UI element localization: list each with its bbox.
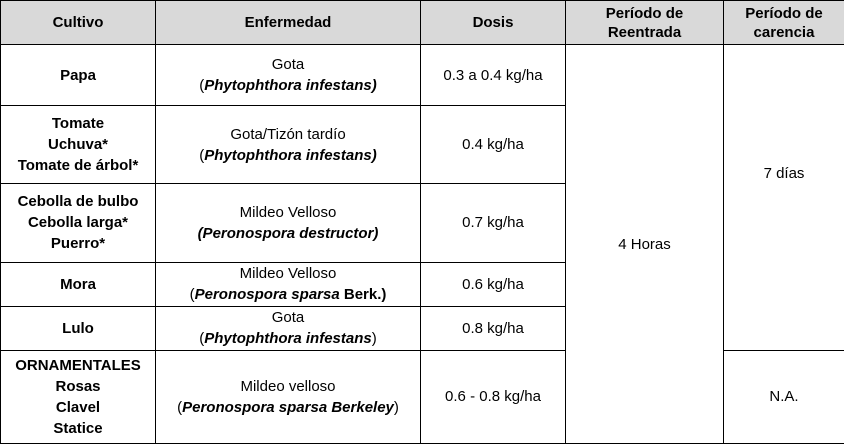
header-carencia-line2: carencia — [753, 23, 815, 41]
header-reentrada-line2: Reentrada — [607, 23, 682, 41]
scientific-name: Peronospora sparsa Berkeley — [182, 398, 394, 416]
cultivo-line: Mora — [60, 275, 96, 293]
enfermedad-tail: ) — [371, 330, 377, 348]
cultivo-cell — [1, 184, 156, 262]
header-reentrada-line1: Período de — [605, 4, 684, 22]
cultivo-cell — [1, 262, 156, 306]
cultivo-cell — [1, 45, 156, 106]
header-periodo-carencia — [724, 1, 844, 45]
cultivo-line: Cebolla larga* — [27, 214, 129, 232]
cultivo-line: Tomate de árbol* — [17, 157, 139, 175]
enfermedad-paren: ( — [199, 77, 205, 95]
cultivo-line: Rosas — [55, 377, 101, 395]
table-row — [1, 45, 844, 106]
scientific-name: Phytophthora infestans — [204, 330, 372, 348]
enfermedad-name: Mildeo Velloso — [239, 265, 337, 283]
enfermedad-tail: ) — [393, 398, 399, 416]
dosis-cell: 0.8 kg/ha — [421, 306, 566, 350]
header-cultivo: Cultivo — [1, 1, 156, 45]
cultivo-line: Uchuva* — [47, 136, 109, 154]
enfermedad-paren: ( — [199, 146, 205, 164]
enfermedad-cell — [156, 350, 421, 443]
enfermedad-cell — [156, 106, 421, 184]
cultivo-cell — [1, 350, 156, 443]
reentrada-cell: 4 Horas — [566, 45, 724, 444]
scientific-name: Phytophthora infestans) — [204, 77, 377, 95]
cultivo-cell — [1, 106, 156, 184]
cultivo-line: Clavel — [55, 398, 101, 416]
enfermedad-paren: ( — [199, 330, 205, 348]
enfermedad-scientific — [159, 328, 417, 349]
cultivo-line: ORNAMENTALES — [15, 356, 141, 374]
dosis-cell: 0.6 kg/ha — [421, 262, 566, 306]
dosis-cell: 0.7 kg/ha — [421, 184, 566, 262]
enfermedad-scientific — [159, 284, 417, 305]
carencia-value: 7 días — [763, 164, 805, 182]
enfermedad-scientific — [159, 223, 417, 244]
enfermedad-scientific — [159, 145, 417, 166]
enfermedad-name: Mildeo velloso — [240, 377, 336, 395]
dosis-cell: 0.4 kg/ha — [421, 106, 566, 184]
cultivo-line: Puerro* — [50, 235, 106, 253]
cultivo-line: Cebolla de bulbo — [17, 193, 139, 211]
cultivo-line: Tomate — [51, 115, 105, 133]
enfermedad-cell — [156, 306, 421, 350]
header-periodo-reentrada — [566, 1, 724, 45]
enfermedad-cell — [156, 262, 421, 306]
enfermedad-cell — [156, 45, 421, 106]
cultivo-line: Lulo — [62, 319, 94, 337]
header-row — [1, 1, 844, 45]
cultivo-line: Statice — [53, 419, 103, 437]
header-carencia-line1: Período de — [745, 4, 823, 22]
carencia-cell — [724, 45, 844, 351]
enfermedad-name: Gota — [271, 56, 305, 74]
cultivo-cell — [1, 306, 156, 350]
enfermedad-name: Gota — [271, 309, 305, 327]
header-enfermedad: Enfermedad — [156, 1, 421, 45]
enfermedad-paren: ( — [189, 286, 195, 304]
enfermedad-cell — [156, 184, 421, 262]
enfermedad-name: Gota/Tizón tardío — [230, 125, 346, 143]
enfermedad-paren: ( — [177, 398, 183, 416]
enfermedad-scientific — [159, 397, 417, 418]
scientific-name: Peronospora sparsa — [194, 286, 340, 304]
carencia-ornamentales-cell: N.A. — [724, 350, 844, 443]
header-dosis: Dosis — [421, 1, 566, 45]
dosis-cell: 0.3 a 0.4 kg/ha — [421, 45, 566, 106]
enfermedad-name: Mildeo Velloso — [239, 203, 337, 221]
dosis-cell: 0.6 - 0.8 kg/ha — [421, 350, 566, 443]
enfermedad-scientific — [159, 75, 417, 96]
scientific-name: (Peronospora destructor) — [197, 224, 379, 242]
scientific-name: Phytophthora infestans) — [204, 146, 377, 164]
cultivo-line: Papa — [60, 66, 96, 84]
enfermedad-tail: Berk.) — [339, 286, 387, 304]
